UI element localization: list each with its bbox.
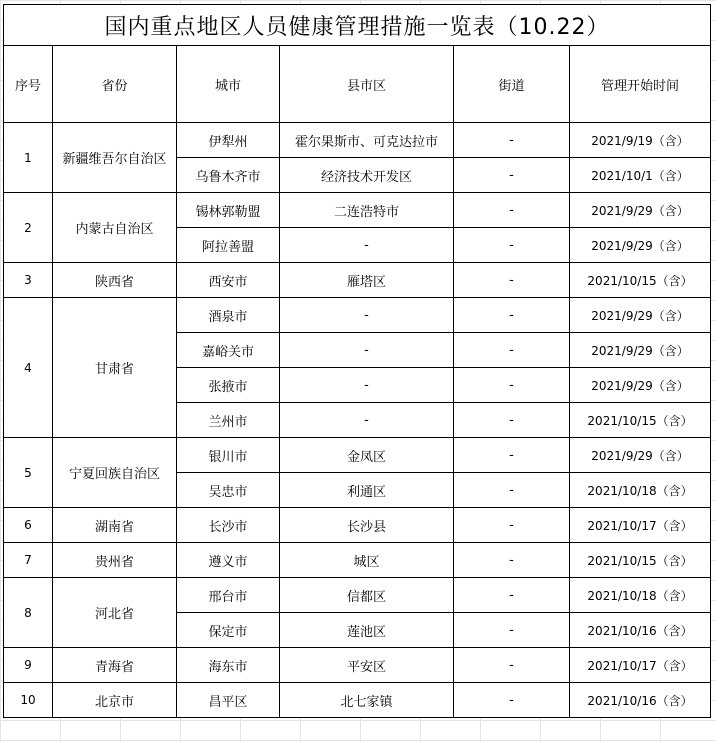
cell-city: 保定市: [177, 613, 280, 648]
cell-street: -: [454, 158, 570, 193]
cell-province: 湖南省: [53, 508, 177, 543]
cell-county: 二连浩特市: [280, 193, 454, 228]
cell-city: 乌鲁木齐市: [177, 158, 280, 193]
table-title: 国内重点地区人员健康管理措施一览表（10.22）: [4, 5, 711, 46]
cell-county: 长沙县: [280, 508, 454, 543]
cell-province: 陕西省: [53, 263, 177, 298]
header-province: 省份: [53, 46, 177, 123]
cell-province: 贵州省: [53, 543, 177, 578]
cell-start-time: 2021/9/29（含）: [570, 438, 711, 473]
cell-city: 锡林郭勒盟: [177, 193, 280, 228]
cell-city: 昌平区: [177, 683, 280, 718]
cell-start-time: 2021/10/17（含）: [570, 648, 711, 683]
cell-index: 10: [4, 683, 53, 718]
cell-city: 张掖市: [177, 368, 280, 403]
cell-street: -: [454, 228, 570, 263]
cell-city: 阿拉善盟: [177, 228, 280, 263]
cell-index: 6: [4, 508, 53, 543]
cell-street: -: [454, 298, 570, 333]
cell-start-time: 2021/10/18（含）: [570, 578, 711, 613]
cell-start-time: 2021/10/15（含）: [570, 403, 711, 438]
cell-county: 雁塔区: [280, 263, 454, 298]
cell-start-time: 2021/10/18（含）: [570, 473, 711, 508]
cell-province: 北京市: [53, 683, 177, 718]
cell-street: -: [454, 578, 570, 613]
header-index: 序号: [4, 46, 53, 123]
cell-index: 7: [4, 543, 53, 578]
table-row: [4, 123, 711, 158]
cell-street: -: [454, 403, 570, 438]
table-row: [4, 683, 711, 718]
cell-city: 酒泉市: [177, 298, 280, 333]
header-county: 县市区: [280, 46, 454, 123]
cell-province: 青海省: [53, 648, 177, 683]
cell-start-time: 2021/10/16（含）: [570, 613, 711, 648]
cell-province: 河北省: [53, 578, 177, 648]
cell-street: -: [454, 683, 570, 718]
table-row: [4, 543, 711, 578]
cell-street: -: [454, 193, 570, 228]
cell-county: -: [280, 368, 454, 403]
cell-province: 宁夏回族自治区: [53, 438, 177, 508]
cell-county: -: [280, 403, 454, 438]
cell-county: 金凤区: [280, 438, 454, 473]
cell-county: 北七家镇: [280, 683, 454, 718]
cell-index: 4: [4, 298, 53, 438]
cell-start-time: 2021/10/15（含）: [570, 543, 711, 578]
cell-start-time: 2021/10/15（含）: [570, 263, 711, 298]
cell-street: -: [454, 508, 570, 543]
header-start-time: 管理开始时间: [570, 46, 711, 123]
cell-start-time: 2021/10/16（含）: [570, 683, 711, 718]
cell-start-time: 2021/9/19（含）: [570, 123, 711, 158]
cell-start-time: 2021/9/29（含）: [570, 368, 711, 403]
health-management-table: [3, 4, 711, 718]
cell-city: 邢台市: [177, 578, 280, 613]
table-row: [4, 648, 711, 683]
table-row: [4, 263, 711, 298]
cell-street: -: [454, 263, 570, 298]
cell-index: 1: [4, 123, 53, 193]
cell-start-time: 2021/9/29（含）: [570, 333, 711, 368]
cell-city: 吴忠市: [177, 473, 280, 508]
cell-city: 兰州市: [177, 403, 280, 438]
cell-start-time: 2021/9/29（含）: [570, 298, 711, 333]
table-row: [4, 508, 711, 543]
cell-street: -: [454, 368, 570, 403]
cell-index: 9: [4, 648, 53, 683]
cell-start-time: 2021/9/29（含）: [570, 228, 711, 263]
cell-index: 2: [4, 193, 53, 263]
cell-county: 城区: [280, 543, 454, 578]
cell-county: -: [280, 228, 454, 263]
header-street: 街道: [454, 46, 570, 123]
cell-street: -: [454, 543, 570, 578]
table-row: [4, 193, 711, 228]
cell-city: 西安市: [177, 263, 280, 298]
cell-city: 长沙市: [177, 508, 280, 543]
cell-province: 新疆维吾尔自治区: [53, 123, 177, 193]
cell-city: 遵义市: [177, 543, 280, 578]
cell-start-time: 2021/10/17（含）: [570, 508, 711, 543]
cell-street: -: [454, 123, 570, 158]
cell-province: 甘肃省: [53, 298, 177, 438]
cell-city: 伊犁州: [177, 123, 280, 158]
cell-city: 嘉峪关市: [177, 333, 280, 368]
cell-street: -: [454, 473, 570, 508]
cell-county: 经济技术开发区: [280, 158, 454, 193]
cell-city: 银川市: [177, 438, 280, 473]
table-row: [4, 298, 711, 333]
table-row: [4, 578, 711, 613]
cell-street: -: [454, 648, 570, 683]
cell-province: 内蒙古自治区: [53, 193, 177, 263]
table-row: [4, 438, 711, 473]
cell-street: -: [454, 438, 570, 473]
cell-index: 3: [4, 263, 53, 298]
cell-start-time: 2021/9/29（含）: [570, 193, 711, 228]
cell-index: 5: [4, 438, 53, 508]
cell-county: 霍尔果斯市、可克达拉市: [280, 123, 454, 158]
cell-county: -: [280, 298, 454, 333]
cell-start-time: 2021/10/1（含）: [570, 158, 711, 193]
cell-city: 海东市: [177, 648, 280, 683]
cell-street: -: [454, 613, 570, 648]
cell-street: -: [454, 333, 570, 368]
header-city: 城市: [177, 46, 280, 123]
cell-county: 莲池区: [280, 613, 454, 648]
cell-county: 信都区: [280, 578, 454, 613]
cell-index: 8: [4, 578, 53, 648]
cell-county: 利通区: [280, 473, 454, 508]
cell-county: 平安区: [280, 648, 454, 683]
header-row: [4, 46, 711, 123]
table-body: [4, 123, 711, 718]
cell-county: -: [280, 333, 454, 368]
